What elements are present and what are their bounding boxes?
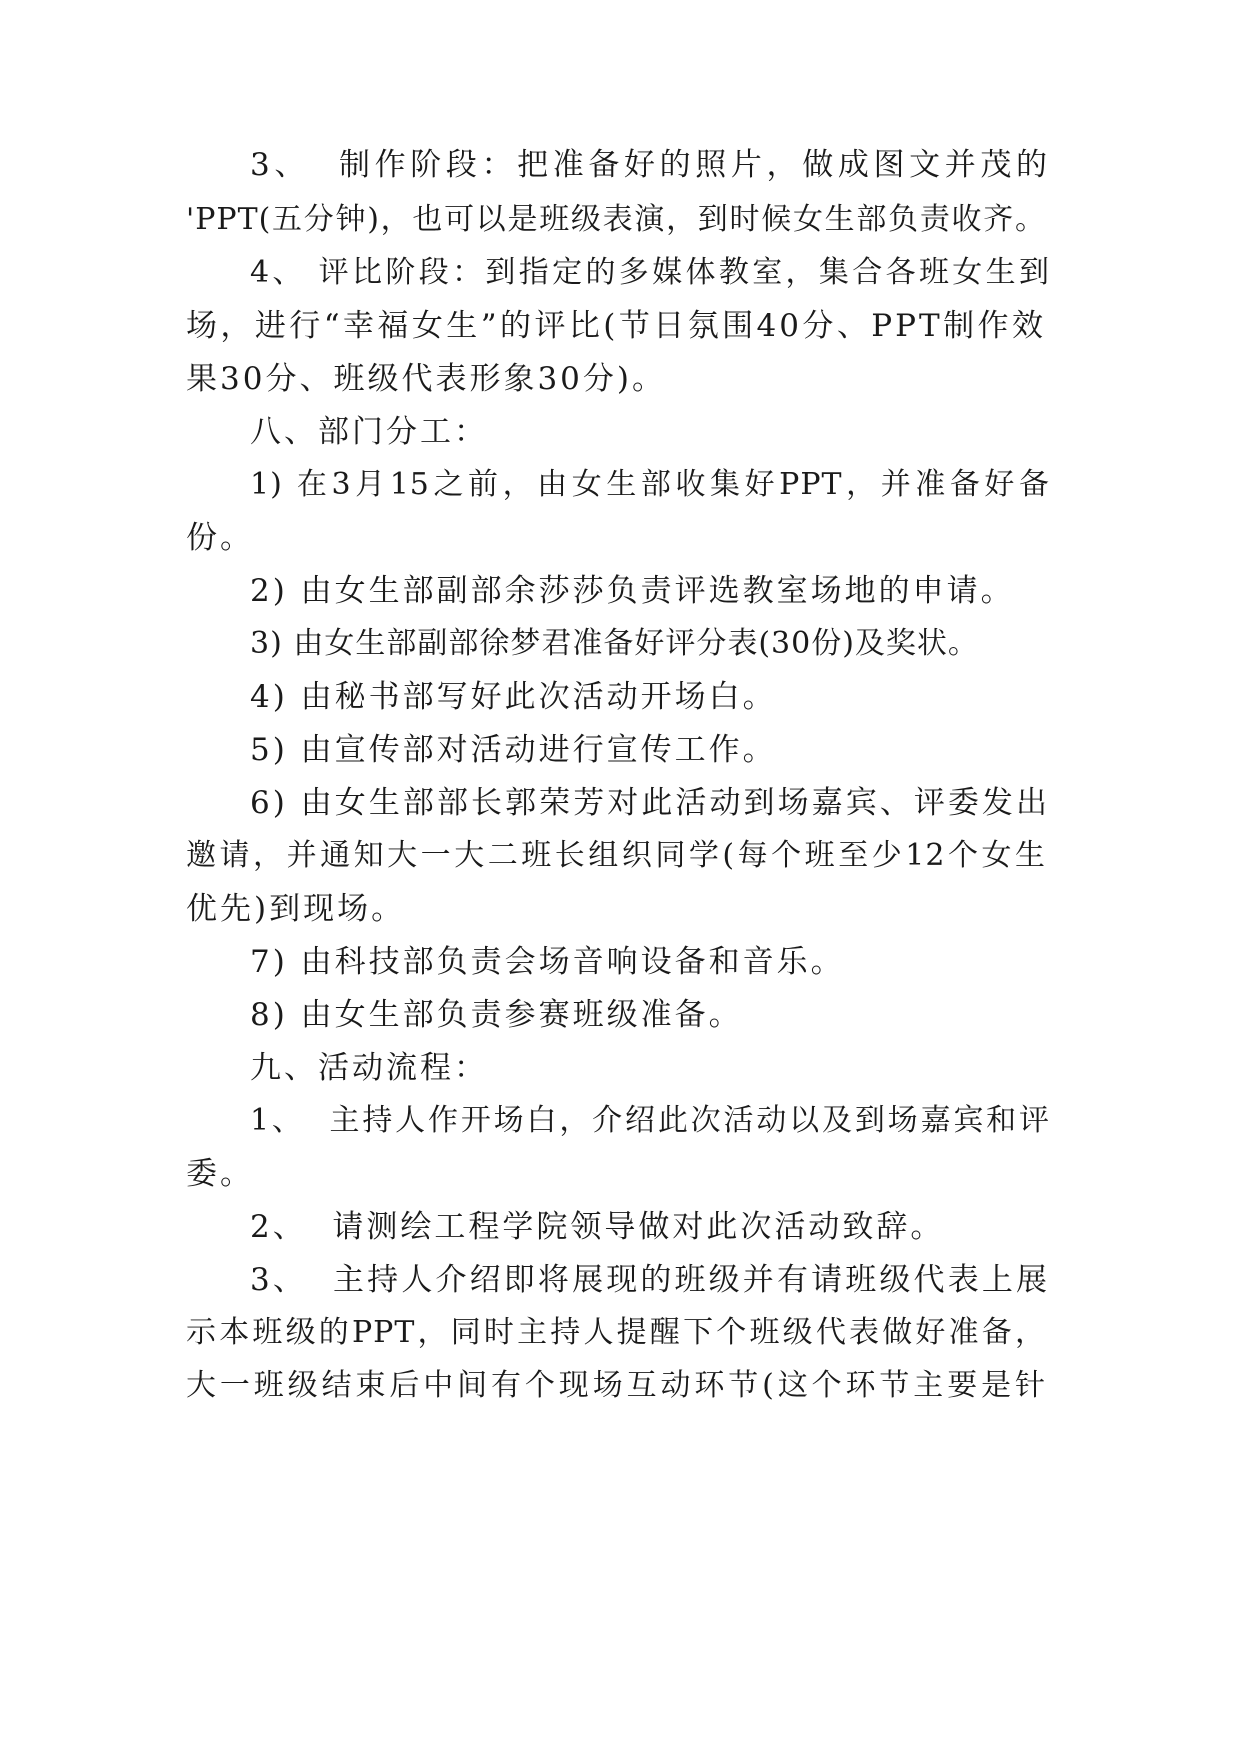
text-line: 8) 由女生部负责参赛班级准备。 (250, 997, 743, 1033)
text-line: 果30分、班级代表形象30分)。 (186, 361, 666, 397)
text-line: 4) 由秘书部写好此次活动开场白。 (250, 679, 777, 715)
text-line: 大一班级结束后中间有个现场互动环节(这个环节主要是针 (186, 1368, 1046, 1403)
text-line: 份。 (186, 520, 254, 556)
text-line: 7) 由科技部负责会场音响设备和音乐。 (250, 944, 845, 980)
text-line: 示本班级的PPT，同时主持人提醒下个班级代表做好准备， (186, 1315, 1046, 1350)
text-line: 2) 由女生部副部余莎莎负责评选教室场地的申请。 (250, 573, 1015, 609)
text-line: 3、 制作阶段：把准备好的照片，做成图文并茂的 (250, 147, 1050, 183)
text-line: 5) 由宣传部对活动进行宣传工作。 (250, 732, 777, 768)
text-line: 2、 请测绘工程学院领导做对此次活动致辞。 (250, 1209, 945, 1245)
text-line: 6) 由女生部部长郭荣芳对此活动到场嘉宾、评委发出 (250, 785, 1050, 821)
text-line: 4、 评比阶段：到指定的多媒体教室，集合各班女生到 (250, 255, 1050, 290)
text-line: 3、 主持人介绍即将展现的班级并有请班级代表上展 (250, 1262, 1050, 1298)
text-line: 优先)到现场。 (186, 891, 406, 927)
section-heading: 八、部门分工： (250, 414, 488, 450)
text-line: 1) 在3月15之前，由女生部收集好PPT，并准备好备 (250, 467, 1050, 502)
text-line: 'PPT(五分钟)，也可以是班级表演，到时候女生部负责收齐。 (186, 202, 1046, 237)
text-line: 1、 主持人作开场白，介绍此次活动以及到场嘉宾和评 (250, 1103, 1050, 1138)
text-line: 委。 (186, 1156, 254, 1192)
text-line: 3) 由女生部副部徐梦君准备好评分表(30份)及奖状。 (250, 626, 979, 661)
text-line: 邀请，并通知大一大二班长组织同学(每个班至少12个女生 (186, 838, 1046, 873)
text-line: 场，进行“幸福女生”的评比(节日氛围40分、PPT制作效 (186, 308, 1046, 344)
section-heading: 九、活动流程： (250, 1050, 488, 1086)
